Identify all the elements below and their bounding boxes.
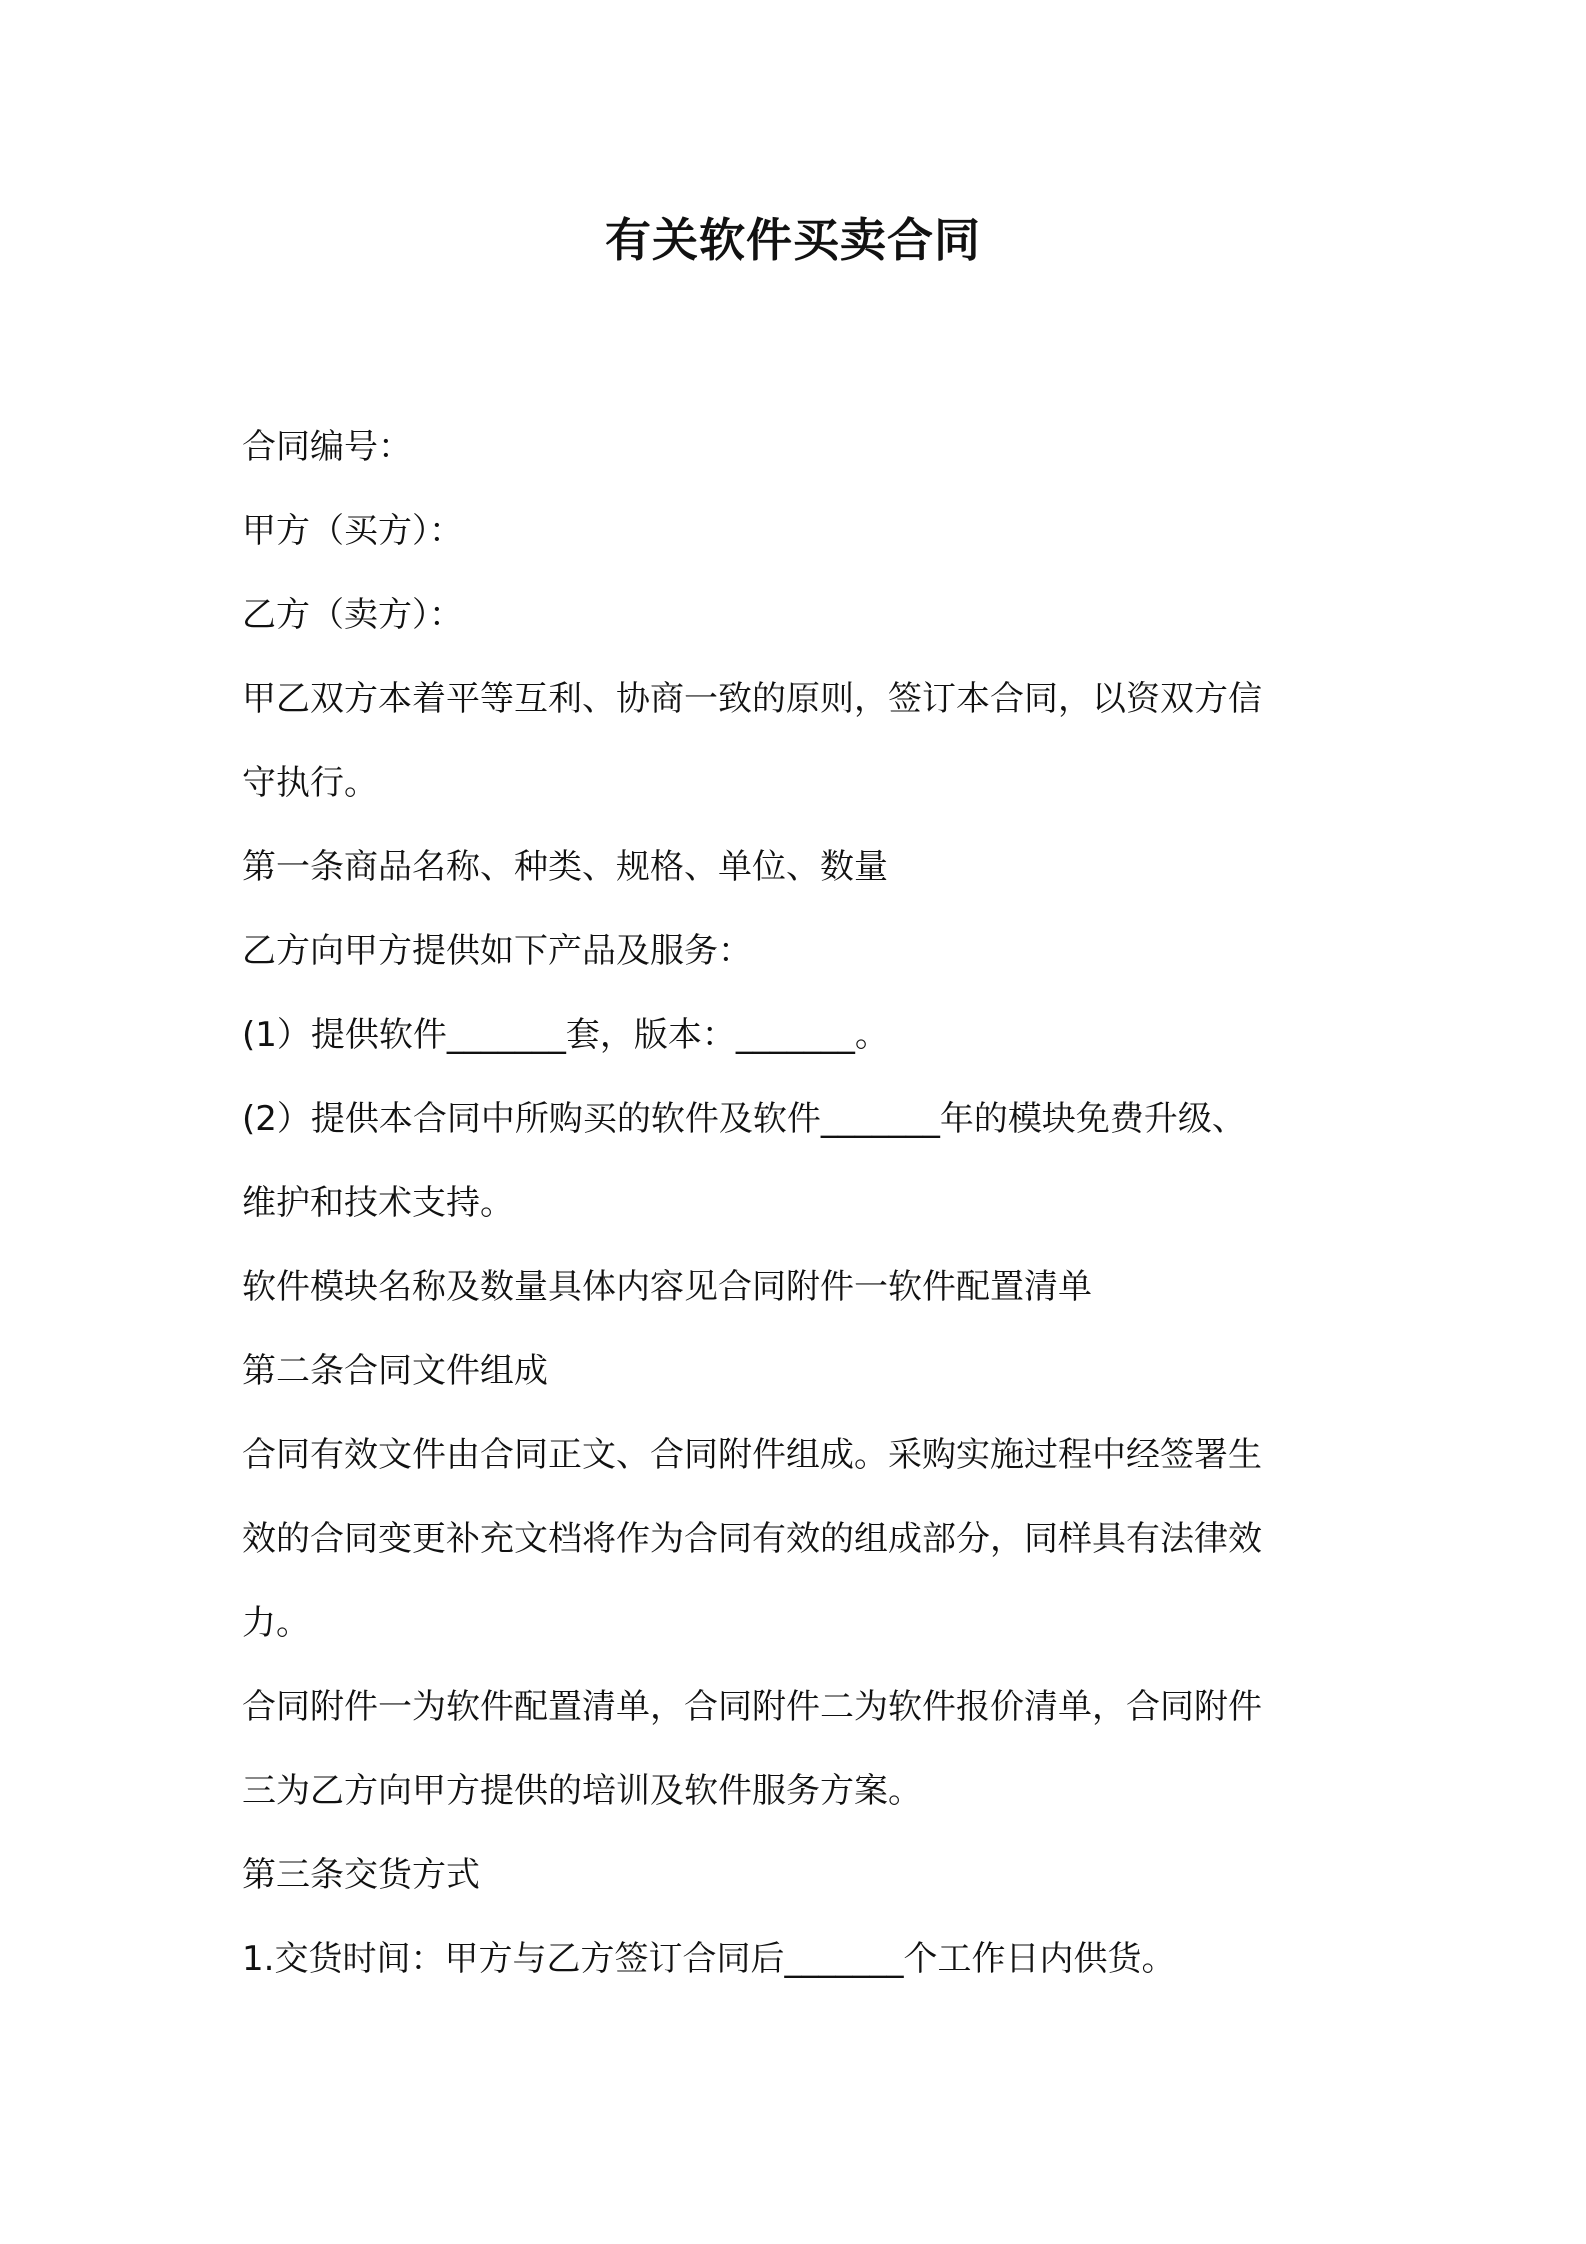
party-a-line: 甲方（买方）： (242, 511, 463, 551)
paragraph-line: 合同附件一为软件配置清单，合同附件二为软件报价清单，合同附件 (242, 1687, 1262, 1727)
delivery-time-line: 1.交货时间：甲方与乙方签订合同后_______个工作日内供货。 (242, 1939, 1176, 1979)
paragraph-line: 软件模块名称及数量具体内容见合同附件一软件配置清单 (242, 1267, 1092, 1307)
paragraph-line: 合同有效文件由合同正文、合同附件组成。采购实施过程中经签署生 (242, 1435, 1262, 1475)
list-item-2: (2）提供本合同中所购买的软件及软件_______年的模块免费升级、 (242, 1099, 1246, 1139)
paragraph-line: 乙方向甲方提供如下产品及服务： (242, 931, 752, 971)
paragraph-line: 守执行。 (242, 763, 378, 803)
section-heading-2: 第二条合同文件组成 (242, 1351, 548, 1391)
paragraph-line: 维护和技术支持。 (242, 1183, 514, 1223)
document-body (242, 405, 1362, 2001)
paragraph-line: 效的合同变更补充文档将作为合同有效的组成部分，同样具有法律效 (242, 1519, 1262, 1559)
document-title: 有关软件买卖合同 (605, 213, 981, 267)
list-item-1: (1）提供软件_______套，版本：_______。 (242, 1015, 889, 1055)
party-b-line: 乙方（卖方）： (242, 595, 463, 635)
contract-number-line: 合同编号： (242, 427, 412, 467)
section-heading-3: 第三条交货方式 (242, 1855, 480, 1895)
paragraph-line: 三为乙方向甲方提供的培训及软件服务方案。 (242, 1771, 922, 1811)
paragraph-line: 力。 (242, 1603, 310, 1643)
section-heading-1: 第一条商品名称、种类、规格、单位、数量 (242, 847, 888, 887)
paragraph-line: 甲乙双方本着平等互利、协商一致的原则，签订本合同，以资双方信 (242, 679, 1262, 719)
